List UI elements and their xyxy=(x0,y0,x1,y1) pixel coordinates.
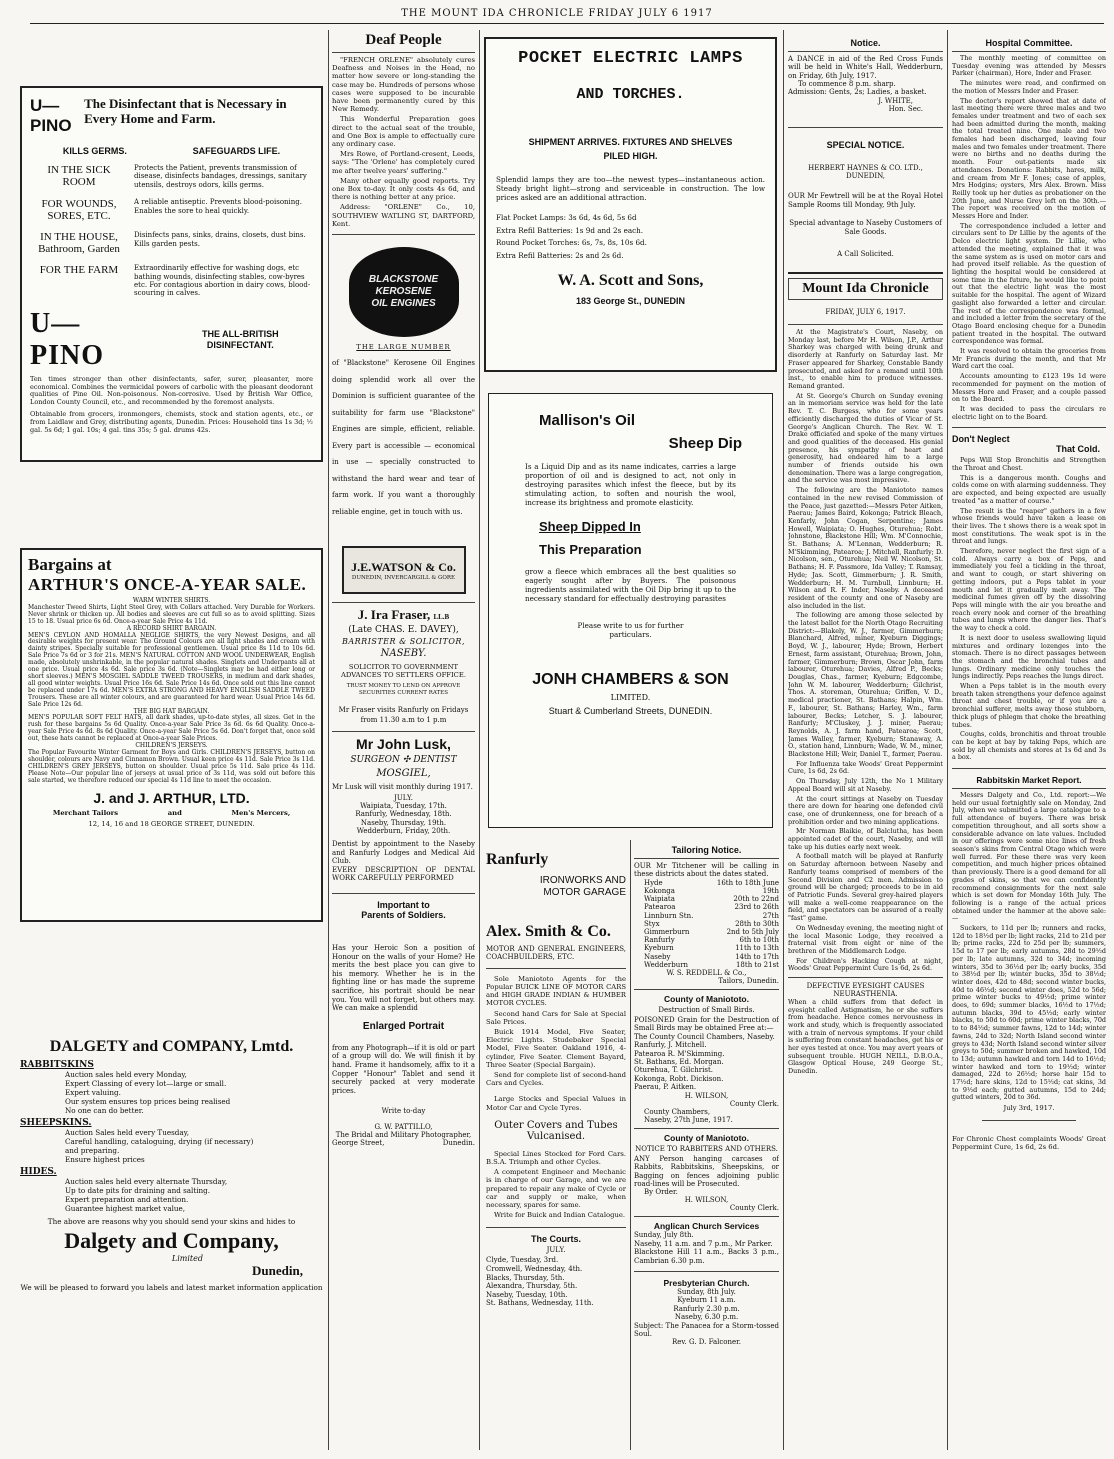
presby-line: Ranfurly 2.30 p.m. xyxy=(673,1304,740,1313)
tailoring-dates: 16th to 18th June xyxy=(716,878,779,887)
arthur-ad xyxy=(20,548,323,922)
sheepskins-head: SHEEPSKINS. xyxy=(20,1118,92,1128)
special-firm: HERBERT HAYNES & CO. LTD., DUNEDIN, xyxy=(808,163,923,181)
tailoring-place: Kyeburn xyxy=(644,944,674,953)
hospital-p4: The correspondence included a letter and circulars sent to Dr Lillie by the agents of the Delco electric light system. Dr Lillie, who attended the meeting, explained that it was the same system as is used on motor cars and had proved itself reliable. As the question of lighting the hospital would be considered at some time in the future, he would like to point out that the electric light was the most suitable for the hospital. The agent of Wizard gaslight also forwarded a letter and circular. The rest of the correspondence was formal, and included a letter from the secretary of the Otago Board enclosing cheque for a Dunedin patient treated in the hospital. The outward correspondence was formal. xyxy=(952,221,1106,346)
tailoring-place: Waipiata xyxy=(644,895,675,904)
soldiers-sig: G. W. PATTILLO, xyxy=(374,1123,433,1132)
hides-head: HIDES. xyxy=(20,1167,57,1177)
ranfurly-p3: Buick 1914 Model, Five Seater, Electric Lights. Studebaker Special Model, Five Seater. Oakland 1916, 4-cylinder, Five Seater. Clement Bayard, Three Seater (Special Bargain). xyxy=(486,1028,626,1069)
ranfurly-p8: Write for Buick and Indian Catalogue. xyxy=(494,1211,625,1220)
chronicle-p6: On Thursday, July 12th, the No 1 Military Appeal Board will sit at Naseby. xyxy=(788,777,943,793)
blackstone-caption: THE LARGE NUMBER xyxy=(356,343,451,352)
soldiers-sig3: George Street, xyxy=(332,1139,385,1148)
rabbitskins-line: Expert valuing. xyxy=(65,1088,121,1097)
chronicle-p8: Mr Norman Blaikie, of Balclutha, has been appointed cadet of the court, Naseby, and will take up his duties early next week. xyxy=(788,827,943,851)
tailoring-row xyxy=(644,912,779,920)
tailoring-row xyxy=(644,879,779,887)
arthur-p3: MEN'S POPULAR SOFT FELT HATS, all dark shades, up-to-date styles, all sizes. Get in the rush for these bargains 5s 6d Quality. Once-a-year Sale Price 3s 6d. 6s 6d Quality. Once-a-year Sale Price 4s 6d. 8s 6d Quality. Once-a-year Sale Price 5s 6d. Don't forget that, once sold out, these hats cannot be replaced at Once-a-year Sale Prices. xyxy=(28,714,315,743)
county1-line: St. Bathans, Ed. Morgan. xyxy=(634,1058,724,1067)
mallison-h3: Sheep Dipped In xyxy=(539,519,641,534)
column-rule xyxy=(328,30,329,1450)
rabbitskin-p2: Suckers, to 11d per lb; runners and racks, 12d to 18½d per lb; light racks, 21d to 21d per lb; prime racks, 22d to 25d per lb; summers, 15d to 17 per lb; early autumns, 28d to 29½d per lb; late autumns, 32d to 34d; incoming winters, 35d to 36½d per lb; early bucks, 35d to 38½d per lb; winter bucks, 35d to 38½d; winter does, 42d to 48d; second winter bucks, 40d to 46½d; second winter does, 52d to 56d; prime winter bucks to 49½d; prime winter does, to 69d; summer blacks, 16½d to 17½d; autumn blacks, 39d to 45½d; early winter blacks, to 50d to 60d; prime winter blacks, 70d to to 84½d; summer fawns, 12d to 14d; winter fawns, 24d to 32d; North Island second winter greys to 43d; North Island second winter silver greys to 50d; summer broken and hawked, 10d to 13d; autumn hawked and torn 14d to 16½d; winter hawked and torn to 19½d; winter damaged, 22d to 26½d; horse hair 15d to 17½d; hare skins, 12d to 15½d; cat skins, 3d to 9½d each; gutted autumns, 15d to 24d; gutted winters, 20d to 36d. xyxy=(952,924,1106,1102)
tailoring-dates: 18th to 21st xyxy=(735,960,779,969)
tailoring-dates: 27th xyxy=(762,911,779,920)
rabbitskins-line: Auction sales held every Monday, xyxy=(65,1070,187,1079)
watson-sub: DUNEDIN, INVERCARGILL & GORE xyxy=(351,574,456,581)
blackstone-logo xyxy=(349,247,459,337)
neglect-p4: Therefore, never neglect the first sign of a cold. Always carry a box of Peps, and immediately you feel a tickling in the throat, and want to cough, or start shivering on getting indoors, put a Peps tablet in your mouth and let it gradually melt away. The medicinal fumes given off by the dissolving Peps will mingle with the air you breathe and reach every nook and corner of the breathing tubes and lungs where the danger lies. That's the way to check a cold. xyxy=(952,547,1106,633)
ranfurly-sub: MOTOR AND GENERAL ENGINEERS, COACHBUILDERS, ETC. xyxy=(486,945,626,962)
presby-head: Presbyterian Church. xyxy=(663,1277,750,1288)
column-3b xyxy=(634,845,779,1445)
dalgety-big: Dalgety and Company, xyxy=(64,1228,279,1253)
chronicle-p10: On Wednesday evening, the meeting night of the local Masonic Lodge, they received a fraternal visit from eight or nine of the brethren of the Middlemarch Lodge. xyxy=(788,923,943,955)
ranfurly-p5: Large Stocks and Special Values in Motor Car and Cycle Tyres. xyxy=(486,1095,626,1112)
lamp-price-line: Extra Refil Batteries: 1s 9d and 2s each. xyxy=(496,225,644,235)
anglican-line: Naseby, 11 a.m. and 7 p.m., Mr Parker. xyxy=(634,1239,773,1248)
county1-sig2: County Clerk. xyxy=(729,1099,779,1108)
courts-line: Alexandra, Thursday, 5th. xyxy=(486,1282,578,1291)
tailoring-row xyxy=(644,887,779,895)
upino-use-text: A reliable antiseptic. Prevents blood-poisoning. Enables the sore to heal quickly. xyxy=(134,198,303,215)
tailoring-place: Styx xyxy=(644,919,660,928)
fraser-solicitor: SOLICITOR TO GOVERNMENT ADVANCES TO SETTLERS OFFICE. xyxy=(340,663,467,680)
ranfurly-p4: Send for complete list of second-hand Cars and Cycles. xyxy=(486,1071,626,1088)
blackstone-line3: OIL ENGINES xyxy=(371,298,436,310)
blackstone-line1: BLACKSTONE xyxy=(368,274,439,286)
county2-sig2: County Clerk. xyxy=(729,1204,779,1213)
soldiers-sig4: Dunedin. xyxy=(442,1139,475,1148)
notice-l3: Admission: Gents, 2s; Ladies, a basket. xyxy=(788,88,927,97)
county2-body: ANY Person hanging carcases of Rabbits, Rabbitskins, Sheepskins, or Bagging on fences adjoining public road-lines will be Prosecuted. xyxy=(634,1154,779,1188)
upino-use-label: FOR WOUNDS, SORES, ETC. xyxy=(41,198,117,223)
soldiers-h3: Enlarged Portrait xyxy=(362,1020,445,1032)
upino-use-row xyxy=(30,231,313,255)
upino-prices: Obtainable from grocers, ironmongers, chemists, stock and station agents, etc., or from Laidlaw and Grey, distributing agents, Dunedin. Prices: Household tins 1s 3d; ½ gal. 5s 6d; 1 gal. 10s; 4 gal. tins 35s; 5 gal. drums 42s. xyxy=(30,410,313,434)
deaf-address: Address: "ORLENE" Co., 10, SOUTHVIEW WATLING ST, DARTFORD, Kent. xyxy=(332,203,475,228)
sheepskins-line: Ensure highest prices xyxy=(65,1155,145,1164)
tailoring-row xyxy=(644,936,779,944)
tailoring-place: Naseby xyxy=(644,952,671,961)
tailoring-dates: 14th to 17th xyxy=(735,952,779,961)
county1-line: The County Council Chambers, Naseby. xyxy=(634,1032,775,1041)
mallison-h2: Sheep Dip xyxy=(668,435,742,452)
hides-line: Auction sales held every alternate Thursday, xyxy=(65,1177,228,1186)
county1-sig: H. WILSON, xyxy=(684,1091,729,1100)
hospital-p2: The minutes were read, and confirmed on the motion of Messrs Inder and Fraser. xyxy=(952,79,1106,95)
presby-list xyxy=(634,1288,779,1322)
lamps-h1: POCKET ELECTRIC LAMPS xyxy=(518,49,743,68)
column-rule xyxy=(783,30,784,1450)
blackstone-line2: KEROSENE xyxy=(375,286,432,298)
arthur-sub2: A RECORD SHIRT BARGAIN. xyxy=(126,624,217,632)
county2-sub: NOTICE TO RABBITERS AND OTHERS. xyxy=(635,1144,778,1153)
lamps-shipment: SHIPMENT ARRIVES. FIXTURES AND SHELVES PILED HIGH. xyxy=(528,137,733,161)
soldiers-h1: Important to xyxy=(377,900,430,910)
dalgety-foot: We will be pleased to forward you labels and latest market information application xyxy=(20,1283,323,1292)
neglect-h2: That Cold. xyxy=(1056,444,1100,455)
arthur-firm: J. and J. ARTHUR, LTD. xyxy=(93,790,250,807)
county1-line: Kokonga, Robt. Dickison. xyxy=(634,1074,724,1083)
deaf-head: Deaf People xyxy=(365,32,442,48)
eyesight-body: When a child suffers from that defect in eyesight called Astigmatism, he or she suffers from headache. Hence comes nervousness in work and study, which is frequently associated with a train of nervous symptoms. If your child is suffering from constant headaches, get his or her eyes tested at once. You may avert years of subsequent trouble. HUGH NEILL, D.B.O.A., Glasgow Optical House, 249 George St., Dunedin. xyxy=(788,997,943,1076)
lamp-price-line: Flat Pocket Lamps: 3s 6d, 4s 6d, 5s 6d xyxy=(496,213,637,222)
column-rule xyxy=(479,30,480,1450)
neglect-p3: The result is the "reaper" gathers in a few whose friends would have taken a lease on their lives. The t shows there is a weak spot in most constitutions. The weak spot is in the throat and lungs. xyxy=(952,506,1106,546)
courts-line: St. Bathans, Wednesday, 11th. xyxy=(486,1299,594,1308)
fraser-name: J. Ira Fraser, LL.B xyxy=(357,607,450,623)
upino-head: U—PINO xyxy=(30,96,72,135)
ranfurly-p2: Second hand Cars for Sale at Special Sale Prices. xyxy=(486,1009,626,1026)
tailoring-row xyxy=(644,944,779,952)
fraser-visits: Mr Fraser visits Ranfurly on Fridays from 11.30 a.m to 1 p.m xyxy=(338,705,469,724)
upino-use-row xyxy=(30,264,313,298)
neglect-h1: Don't Neglect xyxy=(952,434,1010,445)
presby-rev: Rev. G. D. Falconer. xyxy=(672,1338,741,1347)
hides-lines xyxy=(20,1177,323,1213)
upino-use-label: FOR THE FARM xyxy=(39,264,119,277)
lusk-p3: EVERY DESCRIPTION OF DENTAL WORK CAREFULLY PERFORMED xyxy=(332,865,475,883)
ranfurly-firm: Alex. Smith & Co. xyxy=(486,923,611,940)
tailoring-dates: 2nd to 5th July xyxy=(726,928,779,937)
ranfurly-h3: Outer Covers and Tubes Vulcanised. xyxy=(494,1119,618,1142)
tailoring-place: Patearoa xyxy=(644,903,676,912)
presby-line: Naseby, 6.30 p.m. xyxy=(674,1313,739,1322)
mallison-body2: grow a fleece which embraces all the best qualities so eagerly sought after by Buyers. The poisonous ingredients assimilated with the Oil Dip bring it up to the necessary standard for effectually destroying parasites xyxy=(525,567,736,603)
sheepskins-line: Auction Sales held every Tuesday, xyxy=(65,1128,190,1137)
soldiers-write: Write to-day xyxy=(381,1107,426,1116)
tailoring-place: Linnburn Stn. xyxy=(644,911,694,920)
presby-subject: Subject: The Panacea for a Storm-tossed Soul. xyxy=(634,1321,779,1338)
rabbitskin-p1: Messrs Dalgety and Co., Ltd. report:—We held our usual fortnightly sale on Monday, 2nd July, when we submitted a large catalogue to a full attendance of buyers. There was brisk competition throughout, and all sorts show a considerable advance on late values. Included in our offerings were some nice lines of fresh season's skins from Central Otago which were well furred. For these there was very keen competition, and much higher prices obtained than previously. There is a good demand for all grades of skins, so that we can confidently recommend consignments for the next sale which is set down for Monday 16th July. The following is a range of the actual prices obtained under the hammer at the above sale:— xyxy=(952,791,1106,923)
mallison-write: Please write to us for further particulars. xyxy=(577,621,684,639)
arthur-sub3: THE BIG HAT BARGAIN. xyxy=(133,707,210,715)
soldiers-sig2: The Bridal and Military Photographer, xyxy=(335,1131,472,1140)
tailoring-place: Hyde xyxy=(644,878,663,887)
rabbitskin-date: July 3rd, 1917. xyxy=(1003,1104,1055,1113)
mallison-body: Is a Liquid Dip and as its name indicates, carries a large proportion of oil and is designed to act, not only in destroying parasites which infest the fleece, but by its stimulating action, to soften and nourish the wool, increase its brightness and promote elasticity. xyxy=(525,462,736,507)
chronicle-p5: For Influenza take Woods' Great Peppermint Cure, 1s 6d, 2s 6d. xyxy=(788,759,943,776)
column-rule xyxy=(630,840,631,1450)
county2-order: By Order. xyxy=(644,1188,678,1197)
deaf-p2: This Wonderful Preparation goes direct to the actual seat of the trouble, and One Box is ample to effectually cure any ordinary case. xyxy=(332,115,475,149)
arthur-h2: ARTHUR'S ONCE-A-YEAR SALE. xyxy=(28,575,307,594)
county1-line: Ranfurly, J. Mitchell. xyxy=(634,1041,707,1050)
rabbitskins-line: No one can do better. xyxy=(65,1106,144,1115)
courts-line: Blacks, Thursday, 5th. xyxy=(486,1273,565,1282)
arthur-firmsub1: Merchant Tailors xyxy=(52,809,119,818)
chronicle-p2: At St. George's Church on Sunday evening an in memoriam service was held for the late Rev. T. C. Burgess, who for some years efficiently discharged the duties of Vicar of St. George's Anglican Church. The Rev. W. T. Drake officiated and spoke of the many virtues and good qualities of the deceased. His genial presence, his sympathy of heart and generosity, had endeared him to a large number of friends outside his own denomination. There was a large congregation, and the service was most impressive. xyxy=(788,391,943,485)
tailoring-row xyxy=(644,928,779,936)
hospital-p1: The monthly meeting of committee on Tuesday evening was attended by Messrs Parker (chairman), Hore, Inder and Fraser. xyxy=(952,54,1106,78)
ranfurly-p6: Special Lines Stocked for Ford Cars. B.S.A. Triumph and other Cycles. xyxy=(486,1149,626,1167)
courts-month: JULY. xyxy=(546,1246,566,1255)
tailoring-row xyxy=(644,953,779,961)
column-4 xyxy=(788,38,943,1450)
hides-line: Expert preparation and attention. xyxy=(65,1195,189,1204)
soldiers-body: Has your Heroic Son a position of Honour on the walls of your Home? He merits the best place you can give to his memory. Whether he is in the fighting line or has made the supreme sacrifice, his portrait should be near you. You will not forget, but others may. We can make a splendid xyxy=(332,944,475,1013)
county2-head: County of Maniototo. xyxy=(664,1132,749,1143)
lamps-h2: AND TORCHES. xyxy=(576,86,685,103)
safeguards-life: SAFEGUARDS LIFE. xyxy=(192,146,281,156)
deaf-p4: Many other equally good reports. Try one Box to-day. It only costs 4s 6d, and there is nothing better at any price. xyxy=(332,176,475,202)
fraser-trust: TRUST MONEY TO LEND ON APPROVE SECURITIES CURRENT RATES xyxy=(346,683,461,696)
soldiers-body2: from any Photograph—if it is old or part of a group will do. We will finish it by hand. Frame it handsomely, affix to it a Copper "Honour" Tablet and send it securely packed at very moderate prices. xyxy=(332,1043,475,1095)
arthur-firmsub2: and xyxy=(167,809,182,818)
lusk-schedule-line: Waipiata, Tuesday, 17th. xyxy=(360,801,447,810)
anglican-line: Blackstone Hill 11 a.m., Backs 3 p.m., Cambrian 6.30 p.m. xyxy=(634,1248,779,1265)
ranfurly-p1: Sole Maniototo Agents for the Popular BUICK LINE OF MOTOR CARS and HIGH GRADE INDIAN & HUMBER MOTOR CYCLES. xyxy=(486,974,626,1008)
masthead: THE MOUNT IDA CHRONICLE FRIDAY JULY 6 1917 xyxy=(0,0,1114,28)
column-rule xyxy=(947,30,948,1450)
notice-sig: J. WHITE, xyxy=(878,96,913,105)
upino-use-text: Disinfects pans, sinks, drains, closets, dust bins. Kills garden pests. xyxy=(134,231,306,248)
lamps-prices xyxy=(496,212,765,262)
county1-line: Oturehua, T. Gilchrist. xyxy=(634,1066,713,1075)
kills-germs: KILLS GERMS. xyxy=(62,146,127,156)
lusk-town: MOSGIEL, xyxy=(376,767,431,779)
rabbitskins-head: RABBITSKINS xyxy=(20,1060,94,1070)
ranfurly-h1: Ranfurly xyxy=(486,851,549,868)
upino-use-text: Extraordinarily effective for washing dogs, etc bathing wounds, disinfecting stables, cow-byres etc. For contagious abortion in dairy cows, blood-scouring in calves. xyxy=(134,264,311,298)
ranfurly-ad xyxy=(486,845,626,1445)
notice-sig2: Hon. Sec. xyxy=(888,104,923,113)
tailoring-row xyxy=(644,903,779,911)
lamps-address: 183 George St., DUNEDIN xyxy=(575,296,686,306)
courts-head: The Courts. xyxy=(530,1234,581,1245)
dalgety-ad xyxy=(20,1038,323,1338)
upino-use-row xyxy=(30,198,313,222)
chronicle-p7: At the court sittings at Naseby on Tuesday there are down for hearing one defended civil case, one of drunkenness, one for breach of a prohibition order and two mining applications. xyxy=(788,794,943,826)
county1-sub: Destruction of Small Birds. xyxy=(658,1006,755,1015)
tailoring-row xyxy=(644,920,779,928)
lusk-month: JULY. xyxy=(394,793,413,802)
anglican-list xyxy=(634,1231,779,1265)
mallison-ltd: LIMITED. xyxy=(610,693,651,702)
dalgety-limited: Limited xyxy=(171,1254,203,1263)
county1-sig4: Naseby, 27th June, 1917. xyxy=(644,1115,733,1124)
neglect-p2: This is a dangerous month. Coughs and colds come on with alarming suddenness. They are expected, and being expected are usually treated "as a matter of course." xyxy=(952,473,1106,505)
chronicle-title: Mount Ida Chronicle xyxy=(788,278,943,300)
deaf-p3: Mrs Rowe, of Portland-cresent, Leeds, says: "The 'Orlene' has completely cured me after twelve years' suffering." xyxy=(332,150,475,175)
mallison-firm: JONH CHAMBERS & SON xyxy=(532,671,729,688)
chronicle-p4: The following are among those selected by the latest ballot for the North Otago Recruiting District:—Blakely, W. J., farmer, Gimmerburn; Blanchard, Alfred, miner, Kyeburn Diggings; Boyd, W. J., labourer, Hyde; Brown, Herbert Ernest, farm assistant, Oturehua; Brown, John, farmer, Gimmerburn; Brown, Oscar John, farm labourer, Oturehua; Davies, Alfred P., Becks; Douglas, Chas., farmer, Kyeburn; Edgcombe, John W. M. labourer, Wedderburn; Gilchrist, Thos. A. storeman, Oturehua; Griffen, V. D., medical practioner, St. Bathans; Halpin, Wm. F., labourer, St. Bathans; Harley, Wm., farm labourer, Becks; Letcher, S. J. labourer, Ranfurly; M'Cluskey, J. J. miner, Paerau; Reynolds, A. J. farm hand, Patearoa; Scott, James Walley, farmer, Kyeburn; Stanaway, A. O., station hand, Linnburn; Wade, W. M., miner, Blackstone Hill; Weir, Daniel T., farmer, Paerau. xyxy=(788,611,943,759)
arthur-firmsub3: Men's Mercers, xyxy=(231,809,291,818)
tailoring-sig: W. S. REDDELL & Co., xyxy=(666,969,747,978)
courts-list xyxy=(486,1256,626,1308)
upino-use-label: IN THE SICK ROOM xyxy=(47,164,111,188)
hospital-p6: Accounts amounting to £123 19s 1d were recommended for payment on the motion of Messrs Hore and Fraser, and a couple passed on to the Board. xyxy=(952,372,1106,404)
notice-body: A DANCE in aid of the Red Cross Funds will be held in White's Hall, Wedderburn, on Friday, 6th July, 1917. xyxy=(788,55,943,80)
tailoring-sig2: Tailors, Dunedin. xyxy=(718,977,779,986)
lusk-schedule-line: Ranfurly, Wednesday, 18th. xyxy=(355,810,452,819)
dalgety-reasons: The above are reasons why you should send your skins and hides to xyxy=(47,1217,296,1226)
courts-line: Clyde, Tuesday, 3rd. xyxy=(486,1256,559,1265)
column-2 xyxy=(332,32,475,1452)
neglect-p5: It is next door to useless swallowing liquid mixtures and ordinary lozenges into the stomach. There is no direct passages between the stomach and the bronchial tubes and lungs. Ordinary medicine only touches the lungs indirectly. Peps reaches the lungs direct. xyxy=(952,633,1106,681)
tailoring-place: Ranfurly xyxy=(644,936,675,945)
tailoring-dates: 19th xyxy=(762,887,779,896)
special-body: OUR Mr Fewtrell will be at the Royal Hotel Sample Rooms till Monday, 9th July. xyxy=(788,192,943,209)
upino-ad xyxy=(20,86,323,462)
lusk-schedule-line: Naseby, Thursday, 19th. xyxy=(360,818,447,827)
upino-brand: U—PINO xyxy=(30,307,104,371)
mallison-ad xyxy=(488,393,773,828)
lusk-p1: Mr Lusk will visit monthly during 1917. xyxy=(332,782,473,791)
rabbitskin-foot: For Chronic Chest complaints Woods' Great Peppermint Cure, 1s 6d, 2s 6d. xyxy=(952,1135,1106,1152)
dalgety-head: DALGETY and COMPANY, Lmtd. xyxy=(49,1038,294,1055)
upino-body: Ten times stronger than other disinfectants, safer, surer, pleasanter, more economical. Combines the vermicidal powers of carbolic with the pleasant deodorant qualities of Pine Oil. Non-poisonous. Non-corrosive. Used by British War Office, London County Council, etc., and recommended by the foremost analysts. xyxy=(30,374,313,407)
sheepskins-line: and preparing. xyxy=(65,1146,120,1155)
county1-body: POISONED Grain for the Destruction of Small Birds may be obtained Free at:— xyxy=(634,1016,779,1033)
blackstone-body: of "Blackstone" Kerosene Oil Engines doing splendid work all over the Dominion is sufficient guarantee of the suitability for farm use "Blackstone" Engines are simple, efficient, reliable. Every part is accessible — economical in use — specially constructed to withstand the hard wear and tear of farm work. If you want a thoroughly reliable engine, get in touch with us. xyxy=(332,359,475,516)
dalgety-dunedin: Dunedin, xyxy=(252,1263,303,1278)
lamp-price-line: Round Pocket Torches: 6s, 7s, 8s, 10s 6d. xyxy=(496,238,647,247)
hides-line: Guarantee highest market value, xyxy=(65,1204,186,1213)
rabbitskins-line: Our system ensures top prices being realised xyxy=(65,1097,231,1106)
rabbitskin-head: Rabbitskin Market Report. xyxy=(976,775,1082,786)
fraser-bar: BARRISTER & SOLICITOR, xyxy=(341,637,465,647)
county1-sig3: County Chambers, xyxy=(644,1107,711,1116)
hospital-p5: It was resolved to obtain the groceries from Mr Francis during the month, and that Mr Ward cart the coal. xyxy=(952,347,1106,371)
mallison-h1: Mallison's Oil xyxy=(539,412,636,429)
hospital-p3: The doctor's report showed that at date of last meeting there were three males and two females under treatment and two of each sex had been admitted during the month, making the total treated nine. One male and two females had been discharged, leaving four males and two females under treatment. There were no births and no deaths during the month. Four out-patients made six attendances. Donations: Rabbits, hares, milk, and cream from Mr F. Jones; case of apples, Mrs Hodgins; oysters, Mrs Alex. Brown. Miss Reilly took up her duties as probationer on the 20th June, and Nurse Grey left on the 30th.—The report was received on the motion of Messrs Hore and Inder. xyxy=(952,96,1106,221)
lamp-price-line: Extra Refil Batteries: 2s and 2s 6d. xyxy=(496,250,624,260)
chronicle-p11: For Children's Hacking Cough at night, Woods' Great Peppermint Cure 1s 6d, 2s 6d. xyxy=(788,956,943,973)
upino-slogan: The Disinfectant that is Necessary in Every Home and Farm. xyxy=(84,96,287,126)
presby-line: Kyeburn 11 a.m. xyxy=(677,1296,736,1305)
tailoring-place: Kokonga xyxy=(644,887,675,896)
tailoring-body: OUR Mr Titchener will be calling in these districts about the dates stated. xyxy=(634,862,779,879)
fraser-town: NASEBY. xyxy=(380,648,427,660)
tailoring-place: Wedderburn xyxy=(644,960,689,969)
soldiers-h2: Parents of Soldiers. xyxy=(361,910,446,920)
lamps-ad xyxy=(484,37,777,372)
lamps-firm: W. A. Scott and Sons, xyxy=(557,272,704,289)
arthur-p1: Manchester Tweed Shirts, Light Steel Grey, with Collars attached. Very Durable for Workers. Never shrink or thicken up. All bodies and sleeves are cut full so as to avoid splitting. Sizes 15 to 18. Usual price 6s 6d. Once-a-year Sale Price 4s 11d. xyxy=(28,603,315,625)
lusk-p2: Dentist by appointment to the Naseby and Ranfurly Lodges and Medical Aid Club. xyxy=(332,840,475,866)
tailoring-schedule xyxy=(644,879,779,969)
special-call: A Call Solicited. xyxy=(837,250,894,259)
county1-line: Patearoa R. M'Skimming. xyxy=(634,1049,725,1058)
county1-line: Paerau, P. Aitken. xyxy=(634,1083,697,1092)
tailoring-head: Tailoring Notice. xyxy=(671,845,742,855)
tailoring-dates: 23rd to 26th xyxy=(734,903,779,912)
anglican-line: Sunday, July 8th. xyxy=(634,1231,694,1240)
deaf-p1: "FRENCH ORLENE" absolutely cures Deafness and Noises in the Head, no matter how severe or long-standing the case may be. Hundreds of persons whose cases were supposed to be incurable have been permanently cured by this New Remedy. xyxy=(332,56,475,114)
arthur-p4: The Popular Favourite Winter Garment for Boys and Girls. CHILDREN'S JERSEYS, button on shoulder, colours are Navy and Cinnamon Brown. Usual keen price 4s 11d. Sale Price 3s 11d. CHILDREN'S GREY JERSEYS, button on shoulder. Usual price 5s 11d. Sale price 4s 11d. Please Note—Our popular line of jerseys at usual price of 3s 11d, was sold out before this sale started, we therefore reduced our special 4s 11d line to meet the occasion. xyxy=(28,748,315,784)
arthur-sub4: CHILDREN'S JERSEYS. xyxy=(135,742,208,750)
lusk-title: SURGEON ✣ DENTIST xyxy=(350,754,457,765)
special-head: SPECIAL NOTICE. xyxy=(826,139,905,150)
mallison-h4: This Preparation xyxy=(539,542,642,557)
tailoring-row xyxy=(644,961,779,969)
lamps-body: Splendid lamps they are too—the newest types—instantaneous action. Steady bright light—strong and serviceable in construction. The low prices asked are an additional attraction. xyxy=(496,175,765,202)
hides-line: Up to date pits for draining and salting. xyxy=(65,1186,211,1195)
tailoring-dates: 20th to 22nd xyxy=(733,895,779,904)
lusk-name: Mr John Lusk, xyxy=(356,735,451,752)
county2-sig: H. WILSON, xyxy=(684,1196,729,1205)
anglican-head: Anglican Church Services xyxy=(653,1221,760,1232)
notice-l2: To commence 8 p.m. sharp. xyxy=(798,80,896,89)
arthur-sub1: WARM WINTER SHIRTS. xyxy=(132,597,211,604)
lusk-schedule xyxy=(332,802,475,836)
arthur-address: 12, 14, 16 and 18 GEORGE STREET, DUNEDIN. xyxy=(88,820,255,829)
chronicle-p9: A football match will be played at Ranfurly on Saturday afternoon between Naseby and Ranfurly teams comprised of members of the Second Division and C2 men. Admission to ground will be charged; proceeds to be in aid of Patriotic Funds. Several grey-haired players will make a well-come reappearance on the field, and spectators can be assured of a really "fast" game. xyxy=(788,852,943,923)
tailoring-dates: 11th to 13th xyxy=(735,944,779,953)
rabbitskins-line: Expert Classing of every lot—large or small. xyxy=(65,1079,227,1088)
hospital-p7: It was decided to pass the circulars re electric light on to the Board. xyxy=(952,404,1106,421)
county1-head: County of Maniototo. xyxy=(664,994,749,1005)
upino-uses xyxy=(30,164,313,298)
lusk-schedule-line: Wedderburn, Friday, 20th. xyxy=(356,827,451,836)
ranfurly-h2: IRONWORKS AND MOTOR GARAGE xyxy=(539,875,626,898)
notice-head: Notice. xyxy=(850,38,881,48)
arthur-p2: MEN'S CEYLON AND HOMALLA NEGLIGE SHIRTS, the very Newest Designs, and all desirable weights for present wear. The Ground Colours are all light shades and cream with dainty stripes. Specially suitable for professional gentlemen. Usual price 8s 11d to 10s 6d. Sale Price 7s 6d or 3 for 21s. MEN'S NATURAL COTTON AND WOOL UNDERWEAR, English made, absolutely unshrinkable, in the popular natural shades. Singlets and Underpants all at one price. Usual price 4s 6d. Sale price 3s 6d. (Note—Singlets may be had either long or short sleeves.) MEN'S MOSGIEL SADDLE TWEED TROUSERS, in medium and dark shades, all good winter weights. Usual Price 16s 6d. Sale Price 14s 6d. Once sold out this line cannot be replaced under 17s 6d. MEN'S EXTRA STRONG AND HEAVY ENGLISH SADDLE TWEED Trousers. These are all winter colours, and are guaranteed for hard wear. Usual Price 14s 6d. Sale Price 12s 6d. xyxy=(28,631,315,708)
upino-use-row xyxy=(30,164,313,189)
upino-use-text: Protects the Patient, prevents transmission of disease, disinfects bandages, dressings, sanitary utensils, destroys odors, kills germs. xyxy=(134,164,307,189)
presby-line: Sunday, 8th July. xyxy=(677,1287,736,1296)
county1-list xyxy=(634,1033,779,1092)
chronicle-date: FRIDAY, JULY 6, 1917. xyxy=(825,308,906,317)
mallison-address: Stuart & Cumberland Streets, DUNEDIN. xyxy=(548,706,713,716)
tailoring-dates: 6th to 10th xyxy=(739,936,779,945)
neglect-p6: When a Peps tablet is in the mouth every breath taken strengthens your defence against throat and chest trouble, or if you are a bronchial sufferer, melts away those stubborn, thick plugs of phlegm that choke the breathing tubes. xyxy=(952,682,1106,729)
neglect-p7: Coughs, colds, bronchitis and throat trouble can be kept at bay by taking Peps, which are sold by all chemists and stores at 1s 6d and 3s a box. xyxy=(952,730,1106,762)
watson-name: J.E.WATSON & Co. xyxy=(351,559,456,574)
arthur-h1: Bargains at xyxy=(28,555,112,574)
fraser-late: (Late CHAS. E. DAVEY), xyxy=(348,625,459,636)
ranfurly-p7: A competent Engineer and Mechanic is in charge of our Garage, and we are prepared to repair any make of Cycle or car and supply or make, when necessary, spares for same. xyxy=(486,1168,626,1210)
sheepskins-line: Careful handling, cataloguing, drying (if necessary) xyxy=(65,1137,254,1146)
all-british: THE ALL-BRITISH DISINFECTANT. xyxy=(202,328,279,350)
tailoring-dates: 28th to 30th xyxy=(735,919,779,928)
special-adv: Special advantage to Naseby Customers of Sale Goods. xyxy=(789,219,942,236)
courts-line: Naseby, Tuesday, 10th. xyxy=(486,1290,568,1299)
sheepskins-lines xyxy=(20,1128,323,1164)
hospital-head: Hospital Committee. xyxy=(985,38,1073,48)
eyesight-head: DEFECTIVE EYESIGHT CAUSES NEURASTHENIA. xyxy=(806,982,925,999)
upino-use-label: IN THE HOUSE, Bathroom, Garden xyxy=(38,231,120,256)
tailoring-place: Gimmerburn xyxy=(644,928,690,937)
column-5 xyxy=(952,38,1106,1450)
chronicle-p1: At the Magistrate's Court, Naseby, on Monday last, before Mr H. Wilson, J.P., Arthur Sharkey was charged with being drunk and disorderly at Ranfurly on Saturday last. Mr Fraser appeared for Sharkey, Constable Bandy prosecuted, and asked for a remand until 10th inst., to enable him to produce witnesses. Remand granted. xyxy=(788,328,943,390)
rabbitskins-lines xyxy=(20,1070,323,1115)
watson-logo xyxy=(342,546,466,594)
tailoring-row xyxy=(644,895,779,903)
chronicle-p3: The following are the Maniototo names contained in the new revised Commission of the Peace, just gazetted:—Messrs Peter Aitken, Paerau; James Baird, Kokonga; Patrick Bleach, Kenfarly, John Cogan, Serpentine; James Howell, Waipiata; O. Hughes, Oturehua; Robt. Johnstone, Blackstone Hill; Wm. M'Connochie, St. Bathans; A. M'Lennan, Wedderburn; R. M'Skimming, Patearoa; J. Mitchell, Ranfurly; D. Nicolson, sen., Oturehua; Neil W. Nicolson, St. Bathans; H. F. Passmore, Ida Valley; T. Ramsay, Hyde; Jas. Scott, Gimmerburn; J. R. Smith, Wedderburn; H. M. Turnbull, Linnburn; H. Wilson and R. F. Inder, Naseby. A deceased resident of the county and one of Naseby are also included in the list. xyxy=(788,486,943,610)
neglect-p1: Peps Will Stop Bronchitis and Strengthen the Throat and Chest. xyxy=(952,456,1106,473)
courts-line: Cromwell, Wednesday, 4th. xyxy=(486,1265,583,1274)
